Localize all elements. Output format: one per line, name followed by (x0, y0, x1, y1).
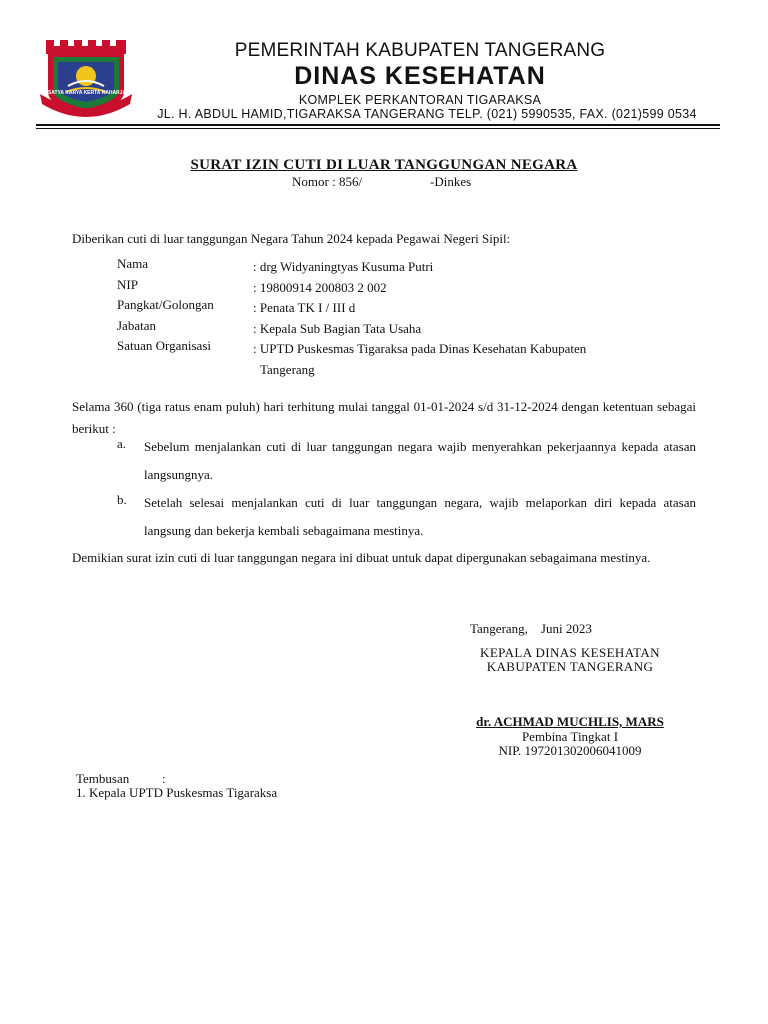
letter-number-prefix: Nomor : 856/ (292, 174, 363, 189)
field-label: Satuan Organisasi (117, 338, 211, 353)
letterhead-rule-thin (36, 128, 720, 129)
signatory-rank: Pembina Tingkat I (521, 729, 619, 744)
signatory-position-line2: KABUPATEN TANGERANG (486, 659, 654, 674)
field-value: : Penata TK I / III d (253, 300, 356, 315)
signatory-name: dr. ACHMAD MUCHLIS, MARS (476, 714, 664, 729)
closing-paragraph: Demikian surat izin cuti di luar tanggungan negara ini dibuat untuk dapat dipergunakan sebagaimana mestinya. (72, 550, 651, 565)
field-row (117, 338, 677, 359)
letterhead-complex: KOMPLEK PERKANTORAN TIGARAKSA (298, 93, 542, 107)
letter-number-suffix: -Dinkes (430, 174, 472, 189)
field-value-continued: Tangerang (260, 361, 315, 377)
field-label: NIP (117, 276, 138, 292)
field-row (117, 277, 677, 298)
intro-paragraph: Diberikan cuti di luar tanggungan Negara Tahun 2024 kepada Pegawai Negeri Sipil: (72, 231, 511, 246)
regency-emblem-logo (38, 36, 134, 122)
condition-text: Sebelum menjalankan cuti di luar tanggungan negara wajib menyerahkan pekerjaannya kepada atasan langsungnya. (144, 439, 696, 482)
field-value: : Kepala Sub Bagian Tata Usaha (253, 320, 422, 336)
letterhead-agency: DINAS KESEHATAN (294, 62, 546, 90)
signatory-position-line1: KEPALA DINAS KESEHATAN (480, 645, 660, 660)
letter-title: SURAT IZIN CUTI DI LUAR TANGGUNGAN NEGARA (190, 157, 578, 173)
signatory-nip: NIP. 197201302006041009 (498, 743, 642, 758)
copies-colon: : (162, 771, 166, 786)
copies-label: Tembusan (76, 771, 130, 786)
field-label: Pangkat/Golongan (117, 297, 214, 312)
logo-motto: SATYA KARYA KERTA RAHARJA (47, 90, 127, 96)
place-and-date: Tangerang, Juni 2023 (470, 621, 592, 636)
field-value: : UPTD Puskesmas Tigaraksa pada Dinas Kesehatan Kabupaten (253, 341, 587, 356)
condition-marker: a. (117, 436, 127, 451)
field-row (117, 318, 677, 339)
field-label: Jabatan (117, 317, 156, 333)
condition-marker: b. (117, 492, 127, 507)
letterhead-address: JL. H. ABDUL HAMID,TIGARAKSA TANGERANG TELP. (021) 5990535, FAX. (021)599 0534 (157, 107, 697, 121)
copies-item: 1. Kepala UPTD Puskesmas Tigaraksa (76, 785, 278, 800)
field-value: : 19800914 200803 2 002 (253, 279, 387, 295)
field-row (117, 256, 677, 277)
condition-item (117, 489, 697, 545)
field-label: Nama (117, 256, 149, 271)
letterhead-rule-thick (36, 124, 720, 126)
signatory-position (420, 646, 720, 674)
condition-item (117, 433, 697, 489)
leave-period-paragraph: Selama 360 (tiga ratus enam puluh) hari terhitung mulai tanggal 01-01-2024 s/d 31-12-2024 dengan ketentuan sebagai berikut : (72, 399, 696, 436)
field-value: : drg Widyaningtyas Kusuma Putri (253, 259, 434, 274)
employee-details (117, 256, 677, 379)
condition-text: Setelah selesai menjalankan cuti di luar tanggungan negara, wajib melaporkan diri kepada atasan langsung dan bekerja kembali sebagaimana mestinya. (144, 495, 696, 538)
field-row (117, 297, 677, 318)
field-row-continued (117, 359, 677, 380)
letterhead-government: PEMERINTAH KABUPATEN TANGERANG (234, 40, 606, 61)
